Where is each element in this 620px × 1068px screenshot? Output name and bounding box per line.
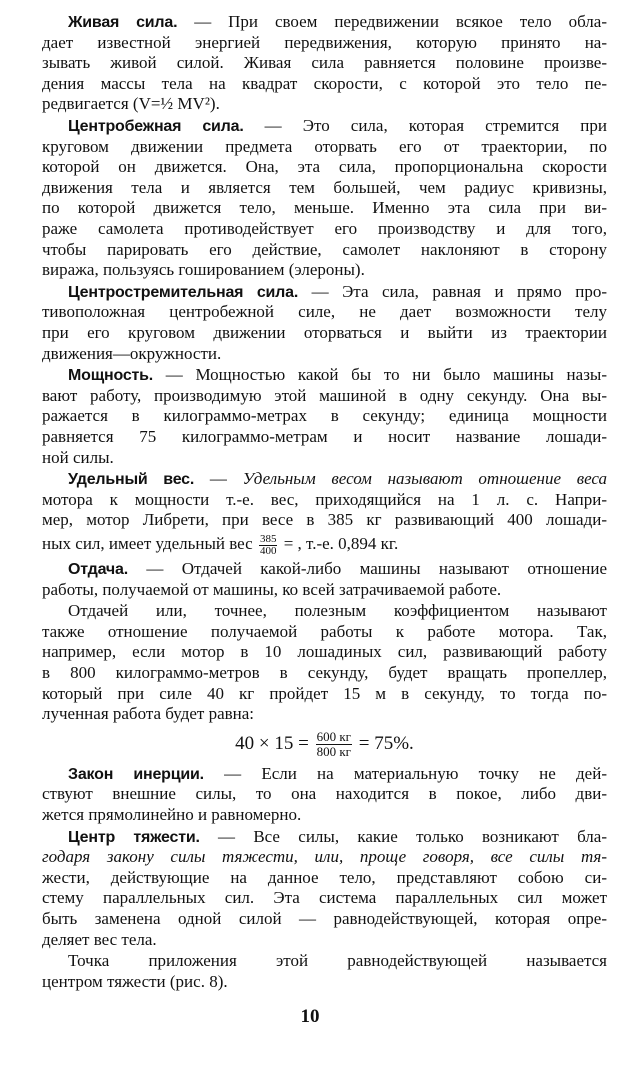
text-line: дения массы тела на квадрат скорости, с которой это тело пе- — [42, 73, 607, 93]
text-line: при его круговом движении оторваться и выйти из траектории — [42, 323, 607, 342]
text-line: мотора к мощности т.-е. вес, приходящийся на 1 л. с. Напри- — [42, 489, 607, 509]
text-line: ных сил, имеет удельный вес $\frac{385}{400}$ = , т.-е. 0,894 кг. — [42, 532, 399, 557]
text-line: годаря закону силы тяжести, или, проще говоря, все силы тя- — [42, 847, 607, 867]
text-line: Центростремительная сила. — Эта сила, равная и прямо про- — [68, 281, 607, 301]
fraction-work: $\frac{600 кг}{800 кг}$ — [316, 728, 352, 759]
text-line: жется прямолинейно и равномерно. — [42, 805, 302, 824]
text-line: Удельный вес. — Удельным весом называют отношение веса — [68, 469, 607, 489]
text-line: мер, мотор Либрети, при весе в 385 кг развивающий 400 лошади- — [42, 510, 607, 530]
term-centrifugal-force: Центробежная сила. — [68, 118, 244, 135]
term-center-of-gravity: Центр тяжести. — [68, 828, 200, 846]
text-line: также отношение получаемой работы к работе мотора. Так, — [42, 621, 607, 641]
term-specific-weight: Удельный вес. — [68, 471, 195, 489]
equation-work: 40 × 15 = $\frac{600 кг}{800 кг}$ = 75%. — [235, 728, 414, 759]
text-line: дает известной энергией передвижения, которую принято на- — [42, 32, 607, 52]
fraction-specific-weight: $\frac{385}{400}$ — [259, 532, 277, 557]
text-line: тивоположная центробежной силе, не дает возможности телу — [42, 302, 607, 322]
text-line: например, если мотор в 10 лошадиных сил, развивающий работу — [42, 642, 607, 662]
term-kinetic-energy: Живая сила. — [68, 14, 178, 31]
text-line: быть заменена одной силой — равнодействующей, которая опре- — [42, 909, 607, 928]
text-line: вают работу, производимую этой машиной в одну секунду. Она вы- — [42, 385, 607, 405]
text-line: движения—окружности. — [42, 343, 222, 363]
term-law-of-inertia: Закон инерции. — [68, 765, 204, 783]
text-line: в 800 килограммо-метров в секунду, будет вращать пропеллер, — [42, 663, 607, 682]
text-line: Закон инерции. — Если на материальную точку не дей- — [68, 763, 607, 783]
text-line: Центр тяжести. — Все силы, какие только возникают бла- — [68, 826, 607, 846]
text-line: чтобы парировать его действие, самолет наклоняют в сторону — [42, 239, 607, 259]
text-line: виража, пользуясь гошированием (элероны). — [42, 260, 365, 280]
text-line: редвигается (V=½ MV²). — [42, 94, 220, 114]
text-line: которой он движется. Она, эта сила, пропорциональна скорости — [42, 157, 607, 177]
text-line: Центробежная сила. — Это сила, которая стремится при — [68, 116, 607, 135]
text-line: зывать живой силой. Живая сила равняется половине произве- — [42, 53, 607, 73]
text-line: Точка приложения этой равнодействующей называется — [68, 951, 607, 971]
page-number: 10 — [300, 1006, 320, 1028]
term-centripetal-force: Центростремительная сила. — [68, 283, 299, 301]
text-line: Мощность. — Мощностью какой бы то ни было машины назы- — [68, 365, 607, 385]
text-line: по которой движется тело, меньше. Именно эта сила при ви- — [42, 198, 607, 218]
text-line: лученная работа будет равна: — [42, 704, 255, 724]
text-line: движения тела и является тем большей, чем радиус кривизны, — [42, 177, 607, 197]
text-line: круговом движении предмета оторвать его от траектории, по — [42, 136, 607, 156]
text-line: стему параллельных сил. Эта система параллельных сил может — [42, 888, 607, 908]
text-line: Отдача. — Отдачей какой-либо машины называют отношение — [68, 559, 607, 578]
text-line: Отдачей или, точнее, полезным коэффициентом называют — [68, 601, 607, 621]
term-power: Мощность. — [68, 367, 154, 385]
text-line: работы, получаемой от машины, ко всей затрачиваемой работе. — [42, 579, 502, 599]
text-line: деляет вес тела. — [42, 929, 157, 949]
term-efficiency: Отдача. — [68, 561, 128, 578]
text-line: Живая сила. — При своем передвижении всякое тело обла- — [68, 12, 607, 31]
text-line: ной силы. — [42, 447, 114, 467]
text-line: равняется 75 килограммо-метрам и носит название лошади- — [42, 427, 607, 446]
text-line: ражается в килограммо-метрах в секунду; единица мощности — [42, 406, 607, 426]
text-line: который при силе 40 кг пройдет 15 м в секунду, то тогда по- — [42, 683, 607, 703]
text-line: ствуют внешние силы, то она находится в покое, либо дви- — [42, 784, 607, 804]
text-line: раже самолета противодействует его производству и для того, — [42, 219, 607, 238]
text-line: центром тяжести (рис. 8). — [42, 971, 228, 991]
text-line: жести, действующие на данное тело, представляют собою си- — [42, 867, 607, 887]
